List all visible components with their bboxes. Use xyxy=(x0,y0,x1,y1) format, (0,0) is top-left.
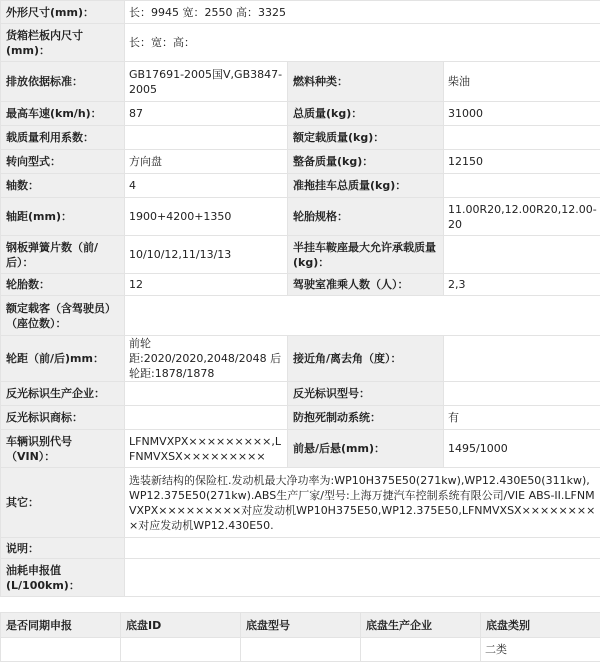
overhang-value: 1495/1000 xyxy=(444,430,600,468)
leaf-spring-value: 10/10/12,11/13/13 xyxy=(125,236,288,274)
chassis-table xyxy=(0,612,600,662)
passenger-capacity-value xyxy=(125,296,600,336)
wheelbase-label: 轴距(mm)： xyxy=(1,198,125,236)
spec-row xyxy=(1,1,600,24)
dimensions-value: 长：9945 宽：2550 高：3325 xyxy=(125,1,600,24)
other-value: 选装新结构的保险杠.发动机最大净功率为:WP10H375E50(271kw),WP12.430E50(311kw),WP12.375E50(271kw).ABS生产厂家/型号:上海万捷汽车控制系统有限公司/VIE ABS-II.LFNMVXPX×××××××××对应发动机WP10H375E50,WP12.375E50,LFNMVXSX×××××××××对应发动机WP12.430E50. xyxy=(125,468,600,538)
emission-standard-label: 排放依据标准： xyxy=(1,62,125,102)
other-label: 其它： xyxy=(1,468,125,538)
spec-row xyxy=(1,174,600,198)
spec-row xyxy=(1,296,600,336)
spec-row xyxy=(1,468,600,538)
trailer-mass-label: 准拖挂车总质量(kg)： xyxy=(288,174,444,198)
saddle-load-label: 半挂车鞍座最大允许承载质量(kg)： xyxy=(288,236,444,274)
wheelbase-value: 1900+4200+1350 xyxy=(125,198,288,236)
track-width-value: 前轮距:2020/2020,2048/2048 后轮距:1878/1878 xyxy=(125,336,288,382)
chassis-header-maker: 底盘生产企业 xyxy=(361,613,481,638)
tire-count-value: 12 xyxy=(125,274,288,296)
total-mass-label: 总质量(kg)： xyxy=(288,102,444,126)
steering-type-label: 转向型式： xyxy=(1,150,125,174)
tire-spec-value: 11.00R20,12.00R20,12.00-20 xyxy=(444,198,600,236)
tire-count-label: 轮胎数： xyxy=(1,274,125,296)
emission-standard-value: GB17691-2005国Ⅴ,GB3847-2005 xyxy=(125,62,288,102)
spec-row xyxy=(1,102,600,126)
chassis-header-id: 底盘ID xyxy=(121,613,241,638)
fuel-type-value: 柴油 xyxy=(444,62,600,102)
fuel-type-label: 燃料种类： xyxy=(288,62,444,102)
cab-seats-value: 2,3 xyxy=(444,274,600,296)
spec-row xyxy=(1,126,600,150)
chassis-header-category: 底盘类别 xyxy=(481,613,600,638)
spec-row xyxy=(1,430,600,468)
max-speed-label: 最高车速(km/h)： xyxy=(1,102,125,126)
table-row xyxy=(1,638,600,662)
reflector-maker-value xyxy=(125,382,288,406)
rated-load-value xyxy=(444,126,600,150)
reflector-brand-value xyxy=(125,406,288,430)
chassis-header-concurrent: 是否同期申报 xyxy=(1,613,121,638)
total-mass-value: 31000 xyxy=(444,102,600,126)
abs-value: 有 xyxy=(444,406,600,430)
spec-row xyxy=(1,62,600,102)
note-value xyxy=(125,538,600,559)
spec-row xyxy=(1,236,600,274)
vin-value: LFNMVXPX×××××××××,LFNMVXSX××××××××× xyxy=(125,430,288,468)
reflector-model-value xyxy=(444,382,600,406)
chassis-header-row xyxy=(1,613,600,638)
passenger-capacity-label: 额定载客（含驾驶员）（座位数）： xyxy=(1,296,125,336)
steering-type-value: 方向盘 xyxy=(125,150,288,174)
approach-angle-label: 接近角/离去角（度）： xyxy=(288,336,444,382)
load-coefficient-value xyxy=(125,126,288,150)
spec-row xyxy=(1,538,600,559)
spec-row xyxy=(1,274,600,296)
cargo-dimensions-label: 货箱栏板内尺寸(mm)： xyxy=(1,24,125,62)
reflector-maker-label: 反光标识生产企业： xyxy=(1,382,125,406)
axle-count-label: 轴数： xyxy=(1,174,125,198)
dimensions-label: 外形尺寸(mm)： xyxy=(1,1,125,24)
chassis-cell-model xyxy=(241,638,361,662)
spec-row xyxy=(1,336,600,382)
tire-spec-label: 轮胎规格： xyxy=(288,198,444,236)
fuel-consumption-value xyxy=(125,559,600,597)
trailer-mass-value xyxy=(444,174,600,198)
chassis-cell-category: 二类 xyxy=(481,638,600,662)
max-speed-value: 87 xyxy=(125,102,288,126)
leaf-spring-label: 钢板弹簧片数（前/后）： xyxy=(1,236,125,274)
track-width-label: 轮距（前/后)mm： xyxy=(1,336,125,382)
saddle-load-value xyxy=(444,236,600,274)
spec-row xyxy=(1,150,600,174)
overhang-label: 前悬/后悬(mm)： xyxy=(288,430,444,468)
chassis-cell-concurrent xyxy=(1,638,121,662)
rated-load-label: 额定载质量(kg)： xyxy=(288,126,444,150)
cab-seats-label: 驾驶室准乘人数（人）： xyxy=(288,274,444,296)
curb-mass-label: 整备质量(kg)： xyxy=(288,150,444,174)
abs-label: 防抱死制动系统： xyxy=(288,406,444,430)
vin-label: 车辆识别代号（VIN）： xyxy=(1,430,125,468)
approach-angle-value xyxy=(444,336,600,382)
load-coefficient-label: 载质量利用系数： xyxy=(1,126,125,150)
spec-row xyxy=(1,406,600,430)
reflector-brand-label: 反光标识商标： xyxy=(1,406,125,430)
spec-row xyxy=(1,198,600,236)
chassis-header-model: 底盘型号 xyxy=(241,613,361,638)
spec-row xyxy=(1,559,600,597)
cargo-dimensions-value: 长：宽：高： xyxy=(125,24,600,62)
spec-row xyxy=(1,24,600,62)
chassis-cell-maker xyxy=(361,638,481,662)
chassis-cell-id xyxy=(121,638,241,662)
spec-row xyxy=(1,382,600,406)
fuel-consumption-label: 油耗申报值(L/100km)： xyxy=(1,559,125,597)
reflector-model-label: 反光标识型号： xyxy=(288,382,444,406)
curb-mass-value: 12150 xyxy=(444,150,600,174)
axle-count-value: 4 xyxy=(125,174,288,198)
note-label: 说明： xyxy=(1,538,125,559)
